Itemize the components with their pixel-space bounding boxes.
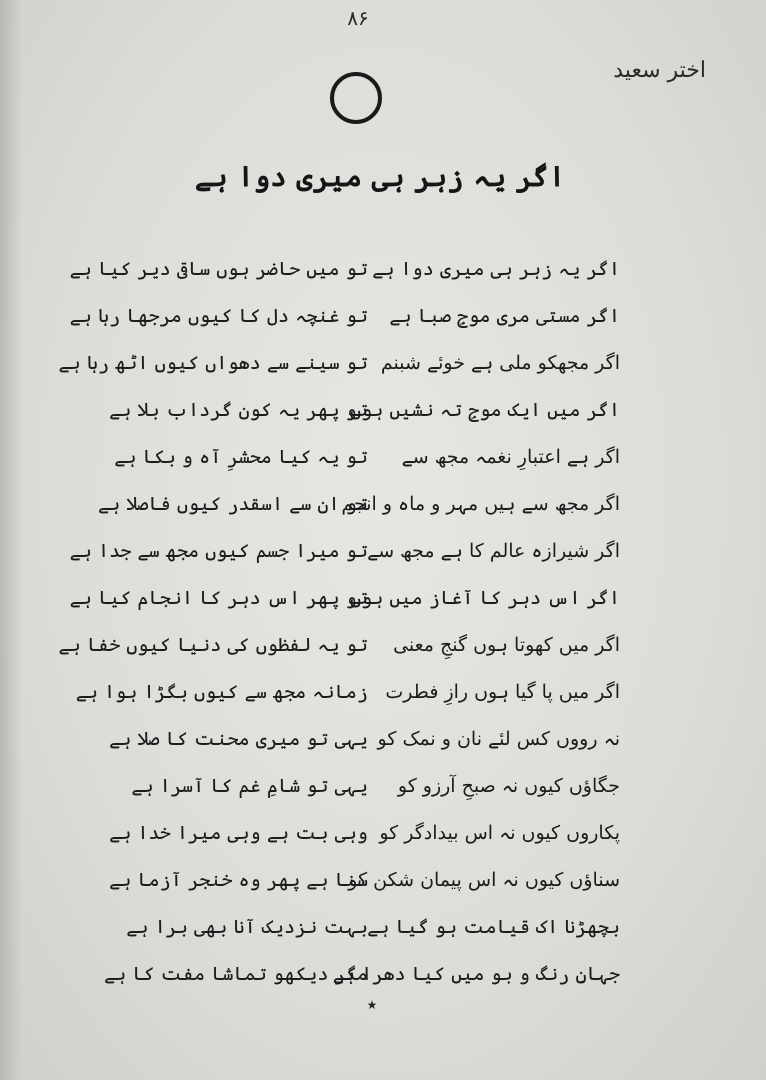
misra-second: سنا ہے پھر وہ خنجر آزما ہے — [109, 868, 368, 891]
misra-first: پکاروں کیوں نہ اس بیدادگر کو — [379, 821, 620, 844]
misra-first: اگر مستی مری موجِ صبا ہے — [389, 304, 620, 327]
misra-second: زمانہ مجھ سے کیوں بگڑا ہوا ہے — [75, 680, 368, 703]
misra-first: سناؤں کیوں نہ اس پیمان شکن کو — [348, 868, 620, 891]
couplet — [114, 433, 620, 480]
couplet — [69, 245, 620, 292]
misra-second: تو پھر اس دہر کا انجام کیا ہے — [69, 586, 368, 609]
misra-first: نہ رووں کس لئے نان و نمک کو — [377, 727, 620, 750]
misra-first: جہانِ رنگ و بو میں کیا دھرا ہے — [332, 962, 620, 985]
couplet — [126, 903, 620, 950]
misra-second: تو ان سے اسقدر کیوں فاصلا ہے — [97, 492, 368, 515]
misra-second: تو یہ لفظوں کی دنیا کیوں خفا ہے — [58, 633, 368, 656]
page-edge-shadow — [0, 0, 22, 1080]
couplet — [109, 809, 620, 856]
misra-first: اگر اس دہر کا آغاز میں ہوں — [349, 586, 620, 609]
couplet — [69, 292, 620, 339]
couplet — [69, 527, 620, 574]
misra-first: اگر شیرازہ عالم کا ہے مجھ سے — [367, 539, 620, 562]
circle-ornament-icon — [330, 72, 382, 124]
misra-first: اگر مجھکو ملی ہے خوئے شبنم — [380, 351, 620, 374]
couplet — [109, 856, 620, 903]
misra-second: یہی تو شامِ غم کا آسرا ہے — [131, 774, 368, 797]
misra-first: اگر میں ایک موجِ تہ نشیں ہوں — [349, 398, 620, 421]
couplet — [58, 621, 620, 668]
misra-second: تو سینے سے دھواں کیوں اٹھ رہا ہے — [58, 351, 368, 374]
couplet — [75, 668, 620, 715]
misra-second: مگر دیکھو تماشا مفت کا ہے — [104, 962, 368, 985]
couplet — [109, 386, 620, 433]
misra-first: جگاؤں کیوں نہ صبحِ آرزو کو — [397, 774, 620, 797]
misra-first: اگر یہ زہر ہی میری دوا ہے — [372, 257, 620, 280]
misra-first: بچھڑنا اک قیامت ہو گیا ہے — [367, 915, 620, 938]
couplet — [131, 762, 620, 809]
misra-first: اگر مجھ سے ہیں مہر و ماہ و انجم — [341, 492, 620, 515]
misra-second: تو غنچہ دل کا کیوں مرجھا رہا ہے — [69, 304, 368, 327]
end-star-icon: ٭ — [366, 992, 378, 1016]
poem-body — [58, 245, 620, 997]
couplet — [104, 950, 620, 997]
couplet — [109, 715, 620, 762]
misra-second: بہت نزدیک آنا بھی برا ہے — [126, 915, 368, 938]
misra-second: یہی تو میری محنت کا صلا ہے — [109, 727, 368, 750]
misra-second: تو پھر یہ کون گرداب بلا ہے — [109, 398, 368, 421]
couplet — [97, 480, 620, 527]
misra-first: اگر میں کھوتا ہوں گنجِ معنی — [393, 633, 620, 656]
misra-first: اگر میں پا گیا ہوں رازِ فطرت — [385, 680, 620, 703]
page-number: ۸۶ — [347, 6, 369, 30]
misra-first: اگر ہے اعتبارِ نغمہ مجھ سے — [401, 445, 620, 468]
couplet — [58, 339, 620, 386]
misra-second: تو میرا جسم کیوں مجھ سے جدا ہے — [69, 539, 368, 562]
misra-second: تو میں حاضر ہوں ساقی دیر کیا ہے — [69, 257, 368, 280]
author-name: اختر سعید — [613, 58, 706, 83]
misra-second: وہی بت ہے وہی میرا خدا ہے — [109, 821, 368, 844]
poem-title: اگر یہ زہر ہی میری دوا ہے — [194, 160, 566, 193]
misra-second: تو یہ کیا محشرِ آہ و بکا ہے — [114, 445, 368, 468]
couplet — [69, 574, 620, 621]
